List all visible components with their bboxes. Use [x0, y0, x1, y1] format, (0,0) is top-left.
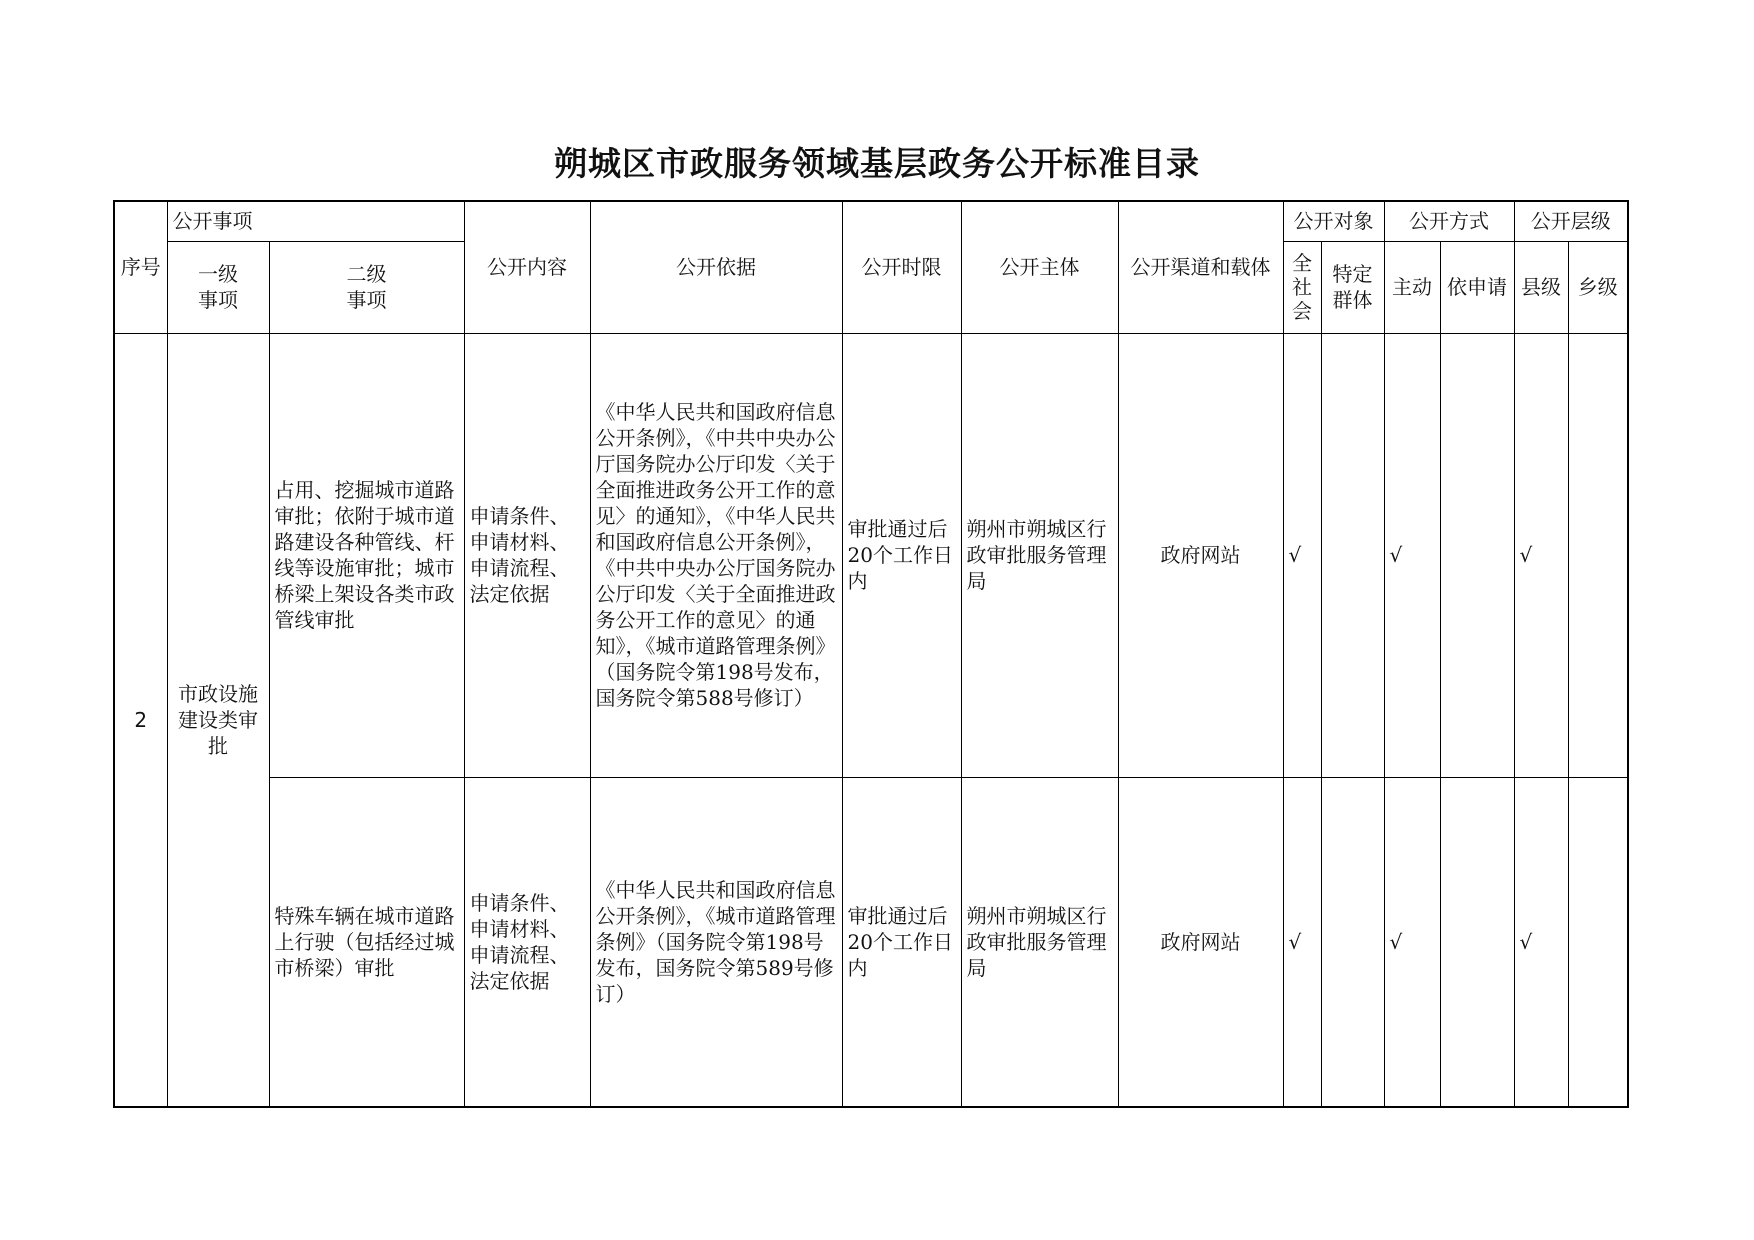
row-basis: 《中华人民共和国政府信息公开条例》，《中共中央办公厅国务院办公厅印发〈关于全面推进政务公开工作的意见〉的通知》，《中华人民共和国政府信息公开条例》，《中共中央办公厅国务院办公厅印发〈关于全面推进政务公开工作的意见〉的通知》，《城市道路管理条例》（国务院令第198号发布，国务院令第588号修订）: [590, 333, 842, 777]
header-level-township: 乡级: [1568, 241, 1628, 333]
header-method-request: 依申请: [1440, 241, 1514, 333]
header-subject: 公开主体: [961, 201, 1118, 333]
header-target-all: 全 社 会: [1283, 241, 1321, 333]
row-basis: 《中华人民共和国政府信息公开条例》，《城市道路管理条例》（国务院令第198号发布，国务院令第589号修订）: [590, 777, 842, 1107]
row-level-county-check: √: [1514, 777, 1568, 1107]
header-content: 公开内容: [464, 201, 590, 333]
row-level-township: [1568, 777, 1628, 1107]
row-target-specific: [1321, 333, 1384, 777]
row-method-request: [1440, 777, 1514, 1107]
row-level-county-check: √: [1514, 333, 1568, 777]
row-target-specific: [1321, 777, 1384, 1107]
row-subject: 朔州市朔城区行政审批服务管理局: [961, 333, 1118, 777]
table-row: [114, 777, 1628, 1107]
row-target-all-check: √: [1283, 333, 1321, 777]
header-level1: 一级 事项: [167, 241, 269, 333]
header-target-specific: 特定 群体: [1321, 241, 1384, 333]
row-subject: 朔州市朔城区行政审批服务管理局: [961, 777, 1118, 1107]
row-time-limit: 审批通过后20个工作日内: [842, 777, 961, 1107]
header-time-limit: 公开时限: [842, 201, 961, 333]
row-level2: 占用、挖掘城市道路审批；依附于城市道路建设各种管线、杆线等设施审批；城市桥梁上架设各类市政管线审批: [269, 333, 464, 777]
page-title: 朔城区市政服务领域基层政务公开标准目录: [554, 144, 1200, 183]
row-level2: 特殊车辆在城市道路上行驶（包括经过城市桥梁）审批: [269, 777, 464, 1107]
header-seq: 序号: [114, 201, 167, 333]
header-level: 公开层级: [1514, 201, 1628, 241]
row-channel: 政府网站: [1118, 777, 1283, 1107]
row-method-request: [1440, 333, 1514, 777]
row-target-all-check: √: [1283, 777, 1321, 1107]
row-method-active-check: √: [1384, 333, 1440, 777]
header-row-1: [114, 201, 1628, 241]
header-level-county: 县级: [1514, 241, 1568, 333]
row-channel: 政府网站: [1118, 333, 1283, 777]
row-level1: 市政设施建设类审批: [167, 333, 269, 1107]
row-seq: 2: [114, 333, 167, 1107]
header-method-active: 主动: [1384, 241, 1440, 333]
row-time-limit: 审批通过后20个工作日内: [842, 333, 961, 777]
row-content: 申请条件、申请材料、申请流程、法定依据: [464, 333, 590, 777]
catalog-table: [113, 200, 1629, 1108]
header-channel: 公开渠道和载体: [1118, 201, 1283, 333]
table-row: [114, 333, 1628, 777]
header-basis: 公开依据: [590, 201, 842, 333]
row-method-active-check: √: [1384, 777, 1440, 1107]
row-level-township: [1568, 333, 1628, 777]
header-target: 公开对象: [1283, 201, 1384, 241]
row-content: 申请条件、申请材料、申请流程、法定依据: [464, 777, 590, 1107]
header-method: 公开方式: [1384, 201, 1514, 241]
header-items: 公开事项: [167, 201, 464, 241]
header-level2: 二级 事项: [269, 241, 464, 333]
